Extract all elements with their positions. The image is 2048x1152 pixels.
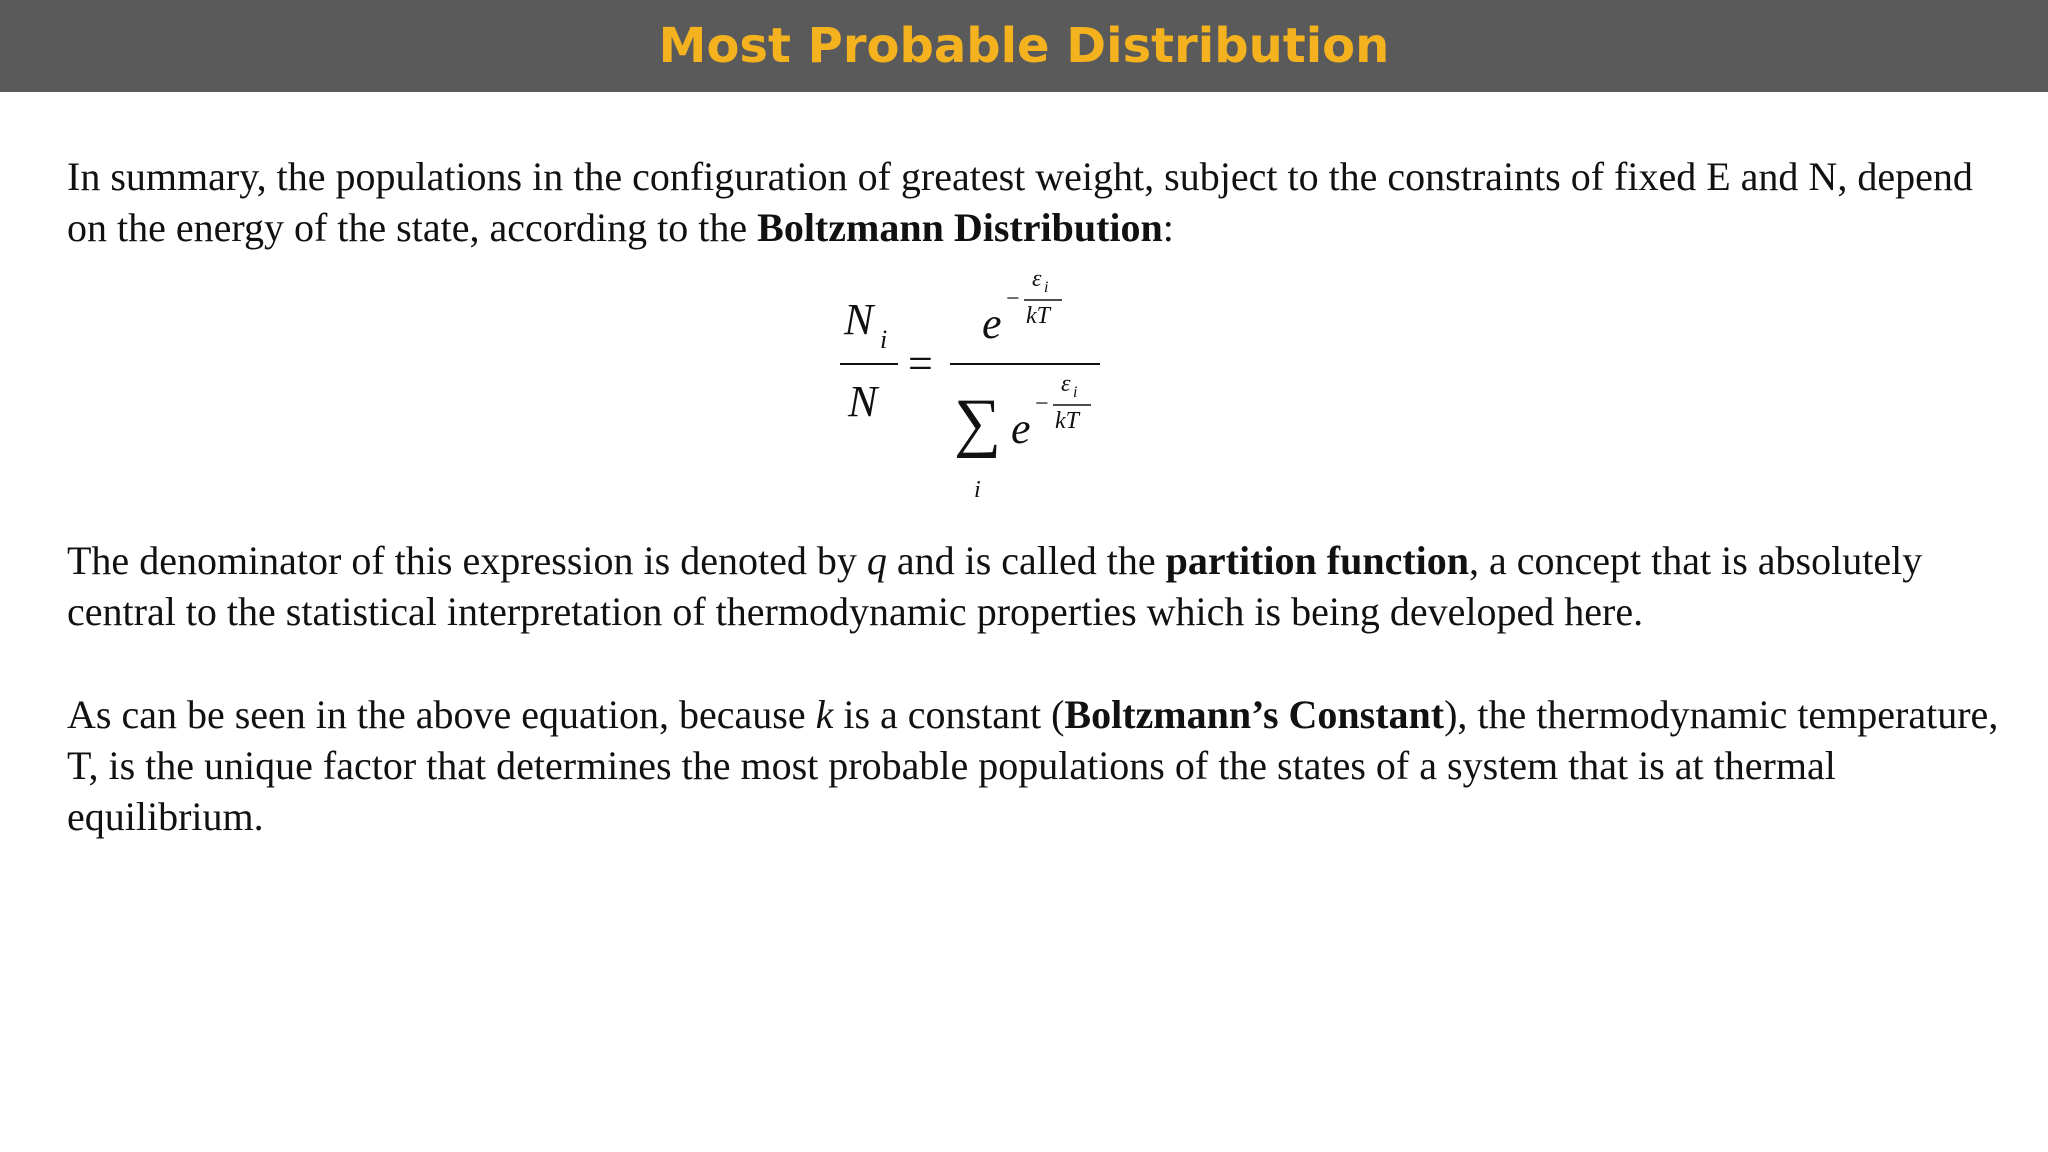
boltzmann-constant-term: Boltzmann’s Constant [1064, 692, 1445, 737]
lhs-numerator-subscript: i [880, 325, 888, 354]
denominator-exp-base: e [1011, 404, 1031, 453]
lhs-numerator: N [844, 295, 874, 344]
partition-function-term: partition function [1165, 538, 1469, 583]
paragraph-summary-colon: : [1162, 205, 1174, 250]
paragraph-partition-text-c: , a concept that is absolutely central to the statistical interpretation of thermodynamic properties which is being developed here. [67, 538, 1923, 634]
paragraph-partition-function [67, 535, 2007, 637]
boltzmann-distribution-term: Boltzmann Distribution [757, 205, 1163, 250]
paragraph-summary-text: In summary, the populations in the configuration of greatest weight, subject to the constraints of fixed E and N, depend on the energy of the state, according to the [67, 154, 1973, 250]
paragraph-boltzmann-constant [67, 689, 2007, 842]
numerator-exp-base: e [982, 299, 1002, 348]
paragraph-summary [67, 151, 2007, 253]
paragraph-constant-text-b: is a constant ( [833, 692, 1065, 737]
numerator-exp-kt: kT [1026, 303, 1050, 329]
q-symbol: q [866, 538, 887, 583]
boltzmann-equation [820, 260, 1120, 510]
denominator-exp-epsilon: ε [1061, 371, 1071, 397]
paragraph-partition-text-a: The denominator of this expression is denoted by [67, 538, 867, 583]
equals-sign: = [908, 339, 933, 388]
numerator-exp-epsilon: ε [1032, 266, 1042, 292]
title-bar [0, 0, 2048, 92]
paragraph-constant-text-c: ), the thermodynamic temperature, T, is the unique factor that determines the most probable populations of the states of a system that is at thermal equilibrium. [67, 692, 1999, 839]
denominator-exp-kt: kT [1055, 408, 1079, 434]
lhs-denominator: N [848, 377, 878, 426]
summation-symbol: ∑ [954, 386, 1002, 459]
paragraph-constant-text-a: As can be seen in the above equation, because [67, 692, 816, 737]
k-symbol: k [815, 692, 834, 737]
numerator-exp-minus: − [1006, 286, 1020, 312]
slide-title: Most Probable Distribution [658, 18, 1390, 74]
denominator-exp-epsilon-subscript: i [1073, 384, 1078, 401]
summation-index: i [974, 477, 981, 503]
numerator-exp-epsilon-subscript: i [1044, 279, 1049, 296]
paragraph-partition-text-b: and is called the [886, 538, 1166, 583]
denominator-exp-minus: − [1035, 391, 1049, 417]
equation-svg [820, 260, 1120, 510]
